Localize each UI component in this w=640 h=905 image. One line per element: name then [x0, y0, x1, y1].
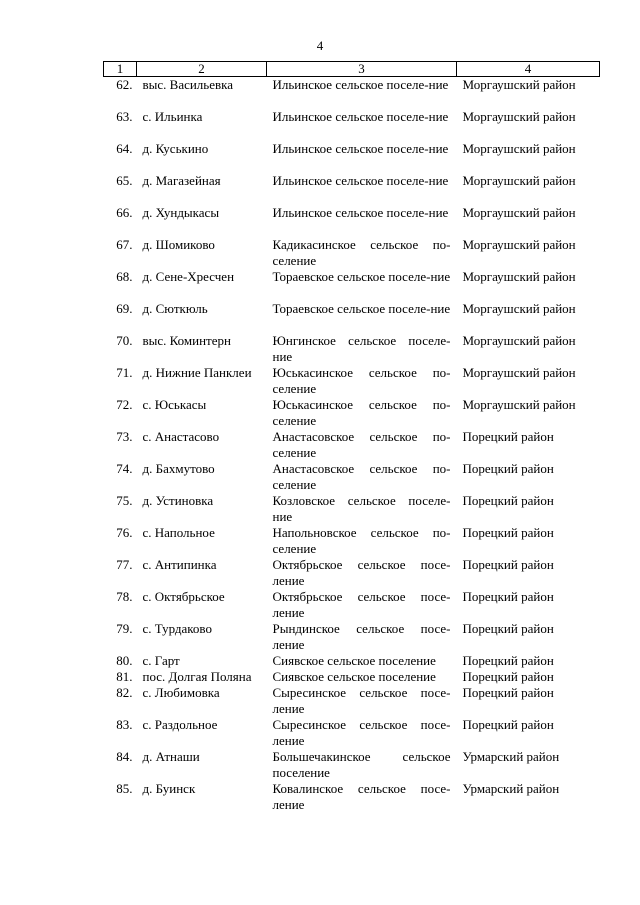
locality-name: д. Куськино	[142, 141, 209, 156]
row-number: 85.	[116, 781, 133, 796]
district-name: Моргаушский район	[462, 205, 576, 220]
settlement-name: Ильинское сельское поселе-ние	[272, 205, 449, 220]
locality-name: д. Нижние Панклеи	[142, 365, 252, 380]
settlement-name: Сиявское сельское поселение	[272, 669, 436, 684]
table-row	[104, 429, 600, 461]
district-name: Моргаушский район	[462, 269, 576, 284]
table-row	[104, 269, 600, 301]
row-number: 74.	[116, 461, 133, 476]
settlement-name: Тораевское сельское поселе-ние	[272, 301, 451, 316]
locality-name: д. Бахмутово	[142, 461, 215, 476]
settlement-name: Юськасинское сельское по-селение	[272, 397, 451, 428]
locality-name: д. Буинск	[142, 781, 196, 796]
header-col-4: 4	[457, 62, 600, 77]
table-row	[104, 557, 600, 589]
settlement-name: Тораевское сельское поселе-ние	[272, 269, 451, 284]
table-row	[104, 77, 600, 110]
district-name: Моргаушский район	[462, 301, 576, 316]
district-name: Порецкий район	[462, 717, 554, 732]
row-number: 80.	[116, 653, 133, 668]
district-name: Порецкий район	[462, 493, 554, 508]
settlement-name: Козловское сельское поселе-ние	[272, 493, 451, 524]
settlement-name: Анастасовское сельское по-селение	[272, 461, 451, 492]
table-row	[104, 621, 600, 653]
header-col-3: 3	[267, 62, 457, 77]
locality-name: с. Гарт	[142, 653, 180, 668]
row-number: 69.	[116, 301, 133, 316]
locality-name: д. Сене-Хресчен	[142, 269, 235, 284]
settlement-name: Кадикасинское сельское по-селение	[272, 237, 451, 268]
row-number: 79.	[116, 621, 133, 636]
table-row	[104, 397, 600, 429]
settlement-name: Напольновское сельское по-селение	[272, 525, 451, 556]
table-row	[104, 653, 600, 669]
district-name: Моргаушский район	[462, 173, 576, 188]
locality-name: д. Хундыкасы	[142, 205, 220, 220]
header-row	[104, 62, 600, 77]
district-name: Порецкий район	[462, 429, 554, 444]
row-number: 78.	[116, 589, 133, 604]
locality-name: с. Юськасы	[142, 397, 207, 412]
row-number: 62.	[116, 77, 133, 92]
district-name: Порецкий район	[462, 669, 554, 684]
row-number: 65.	[116, 173, 133, 188]
locality-name: с. Ильинка	[142, 109, 203, 124]
locality-name: выс. Коминтерн	[142, 333, 231, 348]
settlement-name: Юськасинское сельское по-селение	[272, 365, 451, 396]
locality-name: с. Турдаково	[142, 621, 212, 636]
settlement-name: Ковалинское сельское посе-ление	[272, 781, 451, 812]
table-row	[104, 205, 600, 237]
locality-name: д. Шомиково	[142, 237, 215, 252]
settlement-name: Юнгинское сельское поселе-ние	[272, 333, 451, 364]
settlement-name: Сыресинское сельское посе-ление	[272, 685, 451, 716]
settlement-name: Сыресинское сельское посе-ление	[272, 717, 451, 748]
locality-name: с. Любимовка	[142, 685, 220, 700]
locality-name: с. Раздольное	[142, 717, 218, 732]
table-row	[104, 109, 600, 141]
table-row	[104, 333, 600, 365]
row-number: 70.	[116, 333, 133, 348]
table-row	[104, 237, 600, 269]
district-name: Моргаушский район	[462, 333, 576, 348]
settlement-name: Ильинское сельское поселе-ние	[272, 109, 449, 124]
table-row	[104, 461, 600, 493]
settlement-name: Сиявское сельское поселение	[272, 653, 436, 668]
header-col-2: 2	[137, 62, 267, 77]
row-number: 75.	[116, 493, 133, 508]
district-name: Порецкий район	[462, 621, 554, 636]
district-name: Порецкий район	[462, 589, 554, 604]
header-col-1: 1	[104, 62, 137, 77]
row-number: 84.	[116, 749, 133, 764]
row-number: 83.	[116, 717, 133, 732]
row-number: 81.	[116, 669, 133, 684]
table-body	[104, 77, 600, 814]
table-row	[104, 589, 600, 621]
settlement-name: Октябрьское сельское посе-ление	[272, 589, 451, 620]
table-row	[104, 781, 600, 813]
locality-name: с. Анастасово	[142, 429, 220, 444]
table-row	[104, 493, 600, 525]
district-name: Порецкий район	[462, 525, 554, 540]
table-header	[104, 62, 600, 77]
district-name: Порецкий район	[462, 557, 554, 572]
locality-name: выс. Васильевка	[142, 77, 234, 92]
district-name: Урмарский район	[462, 749, 560, 764]
settlement-name: Большечакинское сельское поселение	[272, 749, 451, 780]
settlement-name: Ильинское сельское поселе-ние	[272, 173, 449, 188]
locality-name: д. Атнаши	[142, 749, 200, 764]
district-name: Порецкий район	[462, 685, 554, 700]
table-row	[104, 749, 600, 781]
row-number: 63.	[116, 109, 133, 124]
row-number: 77.	[116, 557, 133, 572]
settlement-name: Рындинское сельское посе-ление	[272, 621, 451, 652]
district-name: Моргаушский район	[462, 109, 576, 124]
row-number: 82.	[116, 685, 133, 700]
row-number: 67.	[116, 237, 133, 252]
row-number: 76.	[116, 525, 133, 540]
row-number: 71.	[116, 365, 133, 380]
district-name: Порецкий район	[462, 461, 554, 476]
district-name: Урмарский район	[462, 781, 560, 796]
table-row	[104, 173, 600, 205]
table-row	[104, 301, 600, 333]
row-number: 64.	[116, 141, 133, 156]
settlement-name: Анастасовское сельское по-селение	[272, 429, 451, 460]
settlements-table	[103, 61, 600, 813]
district-name: Моргаушский район	[462, 77, 576, 92]
district-name: Моргаушский район	[462, 397, 576, 412]
row-number: 72.	[116, 397, 133, 412]
locality-name: д. Сюткюль	[142, 301, 208, 316]
settlement-name: Ильинское сельское поселе-ние	[272, 77, 449, 92]
district-name: Моргаушский район	[462, 365, 576, 380]
locality-name: пос. Долгая Поляна	[142, 669, 252, 684]
settlement-name: Октябрьское сельское посе-ление	[272, 557, 451, 588]
table-row	[104, 365, 600, 397]
table-row	[104, 685, 600, 717]
table-row	[104, 717, 600, 749]
locality-name: с. Октябрьское	[142, 589, 225, 604]
table-row	[104, 141, 600, 173]
table-row	[104, 525, 600, 557]
district-name: Моргаушский район	[462, 141, 576, 156]
locality-name: с. Антипинка	[142, 557, 217, 572]
row-number: 68.	[116, 269, 133, 284]
district-name: Моргаушский район	[462, 237, 576, 252]
locality-name: д. Магазейная	[142, 173, 221, 188]
locality-name: д. Устиновка	[142, 493, 214, 508]
district-name: Порецкий район	[462, 653, 554, 668]
table-row	[104, 669, 600, 685]
page-number: 4	[316, 38, 324, 53]
row-number: 66.	[116, 205, 133, 220]
row-number: 73.	[116, 429, 133, 444]
settlement-name: Ильинское сельское поселе-ние	[272, 141, 449, 156]
locality-name: с. Напольное	[142, 525, 215, 540]
